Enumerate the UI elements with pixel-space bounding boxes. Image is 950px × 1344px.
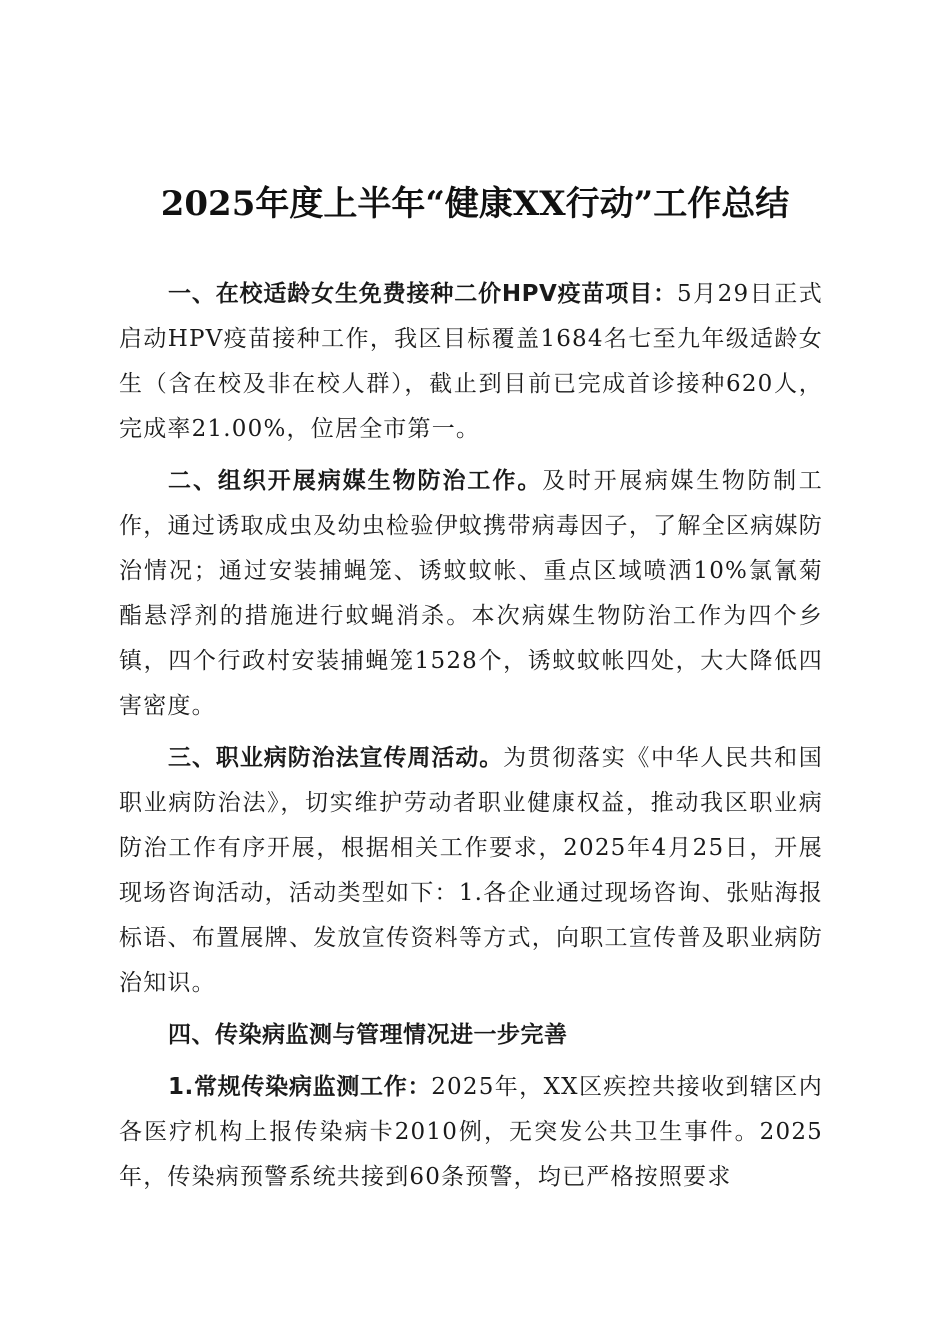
section-vector-control xyxy=(119,459,823,729)
section-text: 2025年，XX区疾控共接收到辖区内各医疗机构上报传染病卡2010例，无突发公共卫生事件。2025年，传染病预警系统共接到60条预警，均已严格按照要求 xyxy=(119,1074,823,1190)
section-heading: 一、在校适龄女生免费接种二价HPV疫苗项目： xyxy=(168,281,677,307)
section-text: 5月29日正式启动HPV疫苗接种工作，我区目标覆盖1684名七至九年级适龄女生（含在校及非在校人群），截止到目前已完成首诊接种620人，完成率21.00%，位居全市第一。 xyxy=(119,281,823,442)
section-hpv-vaccine xyxy=(119,272,823,452)
document-body xyxy=(119,272,823,1207)
section-text: 及时开展病媒生物防制工作，通过诱取成虫及幼虫检验伊蚊携带病毒因子，了解全区病媒防治情况；通过安装捕蝇笼、诱蚊蚊帐、重点区域喷洒10%氯氰菊酯悬浮剂的措施进行蚊蝇消杀。本次病媒生物防治工作为四个乡镇，四个行政村安装捕蝇笼1528个，诱蚊蚊帐四处，大大降低四害密度。 xyxy=(119,468,823,719)
section-text: 为贯彻落实《中华人民共和国职业病防治法》，切实维护劳动者职业健康权益，推动我区职业病防治工作有序开展，根据相关工作要求，2025年4月25日，开展现场咨询活动，活动类型如下：1.各企业通过现场咨询、张贴海报标语、布置展牌、发放宣传资料等方式，向职工宣传普及职业病防治知识。 xyxy=(119,745,823,996)
section-heading: 1.常规传染病监测工作： xyxy=(168,1074,432,1100)
section-infectious-disease-monitoring xyxy=(119,1013,823,1058)
section-heading: 三、职业病防治法宣传周活动。 xyxy=(168,745,504,771)
section-occupational-disease-week xyxy=(119,736,823,1006)
section-heading: 二、组织开展病媒生物防治工作。 xyxy=(168,468,543,494)
document-title: 2025年度上半年“健康XX行动”工作总结 xyxy=(160,184,790,224)
subsection-routine-monitoring xyxy=(119,1065,823,1200)
section-heading: 四、传染病监测与管理情况进一步完善 xyxy=(168,1022,568,1048)
